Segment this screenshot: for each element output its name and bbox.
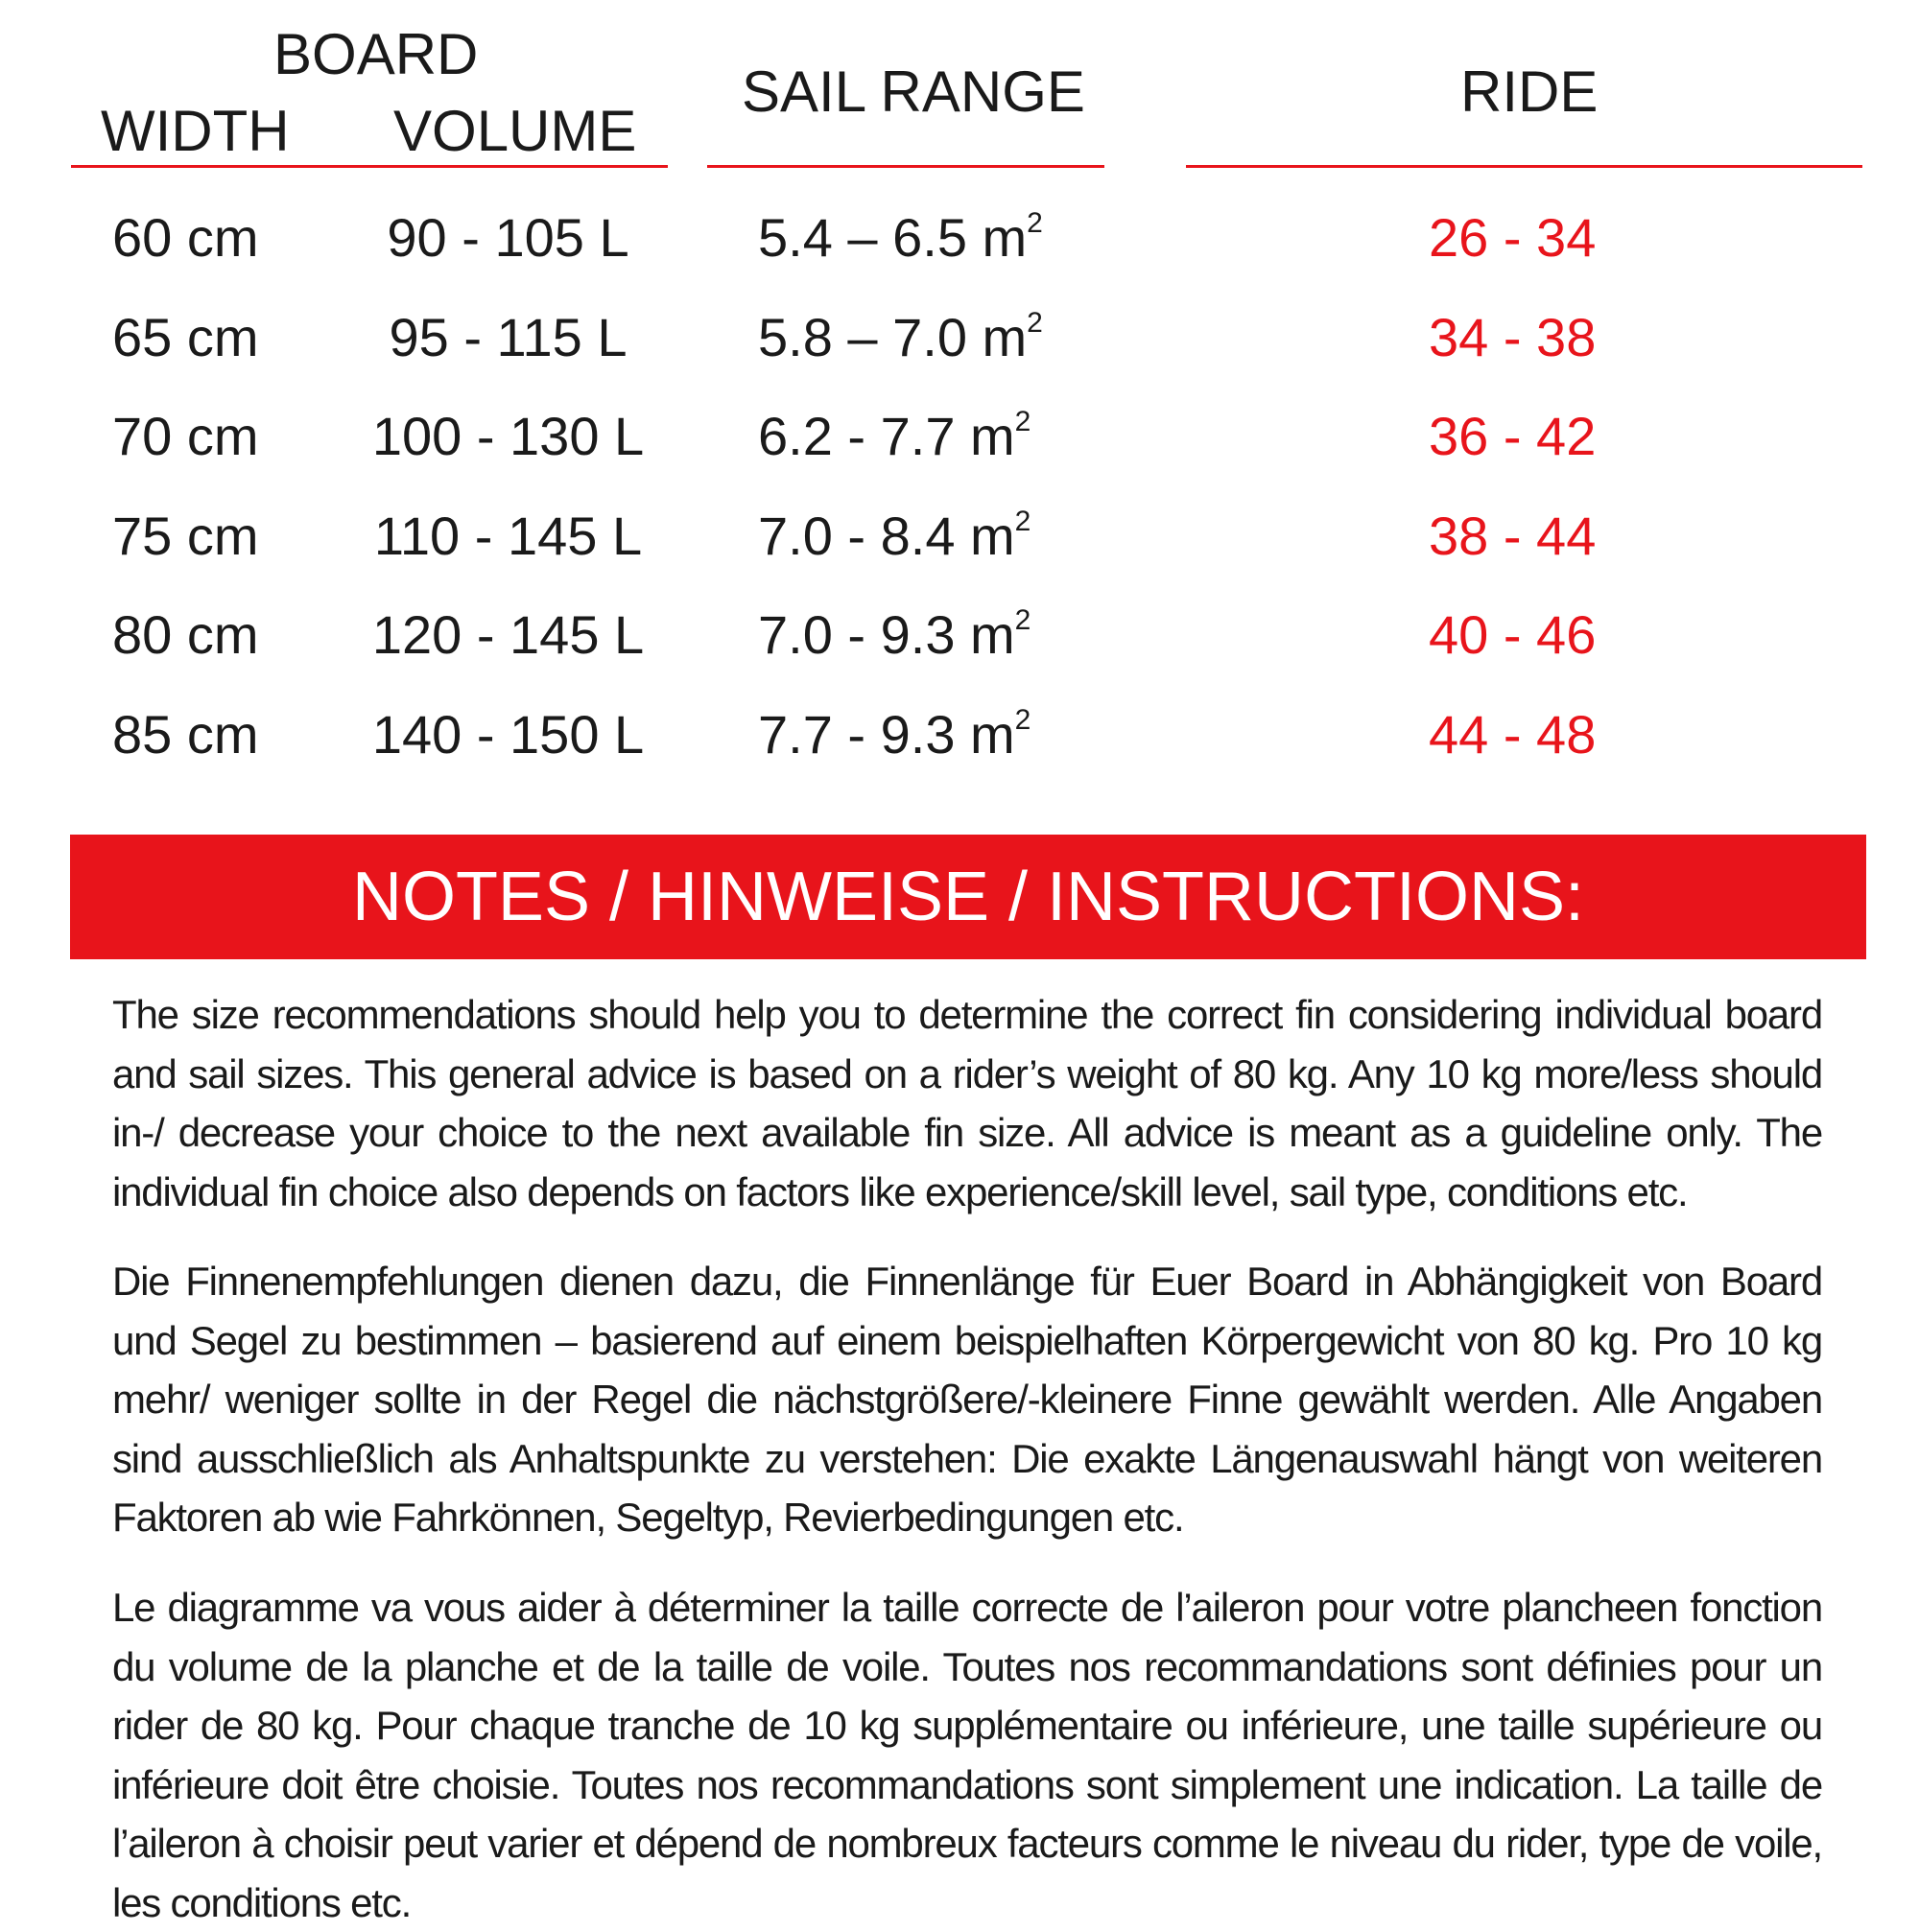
header-board: BOARD: [273, 22, 479, 86]
sail-range-value: 7.0 - 9.3 m: [758, 604, 1015, 666]
table-row: [0, 505, 1919, 609]
unit-exponent: 2: [1014, 406, 1031, 438]
sail-header-divider: [707, 165, 1104, 168]
table-row: [0, 406, 1919, 509]
cell-width: 80 cm: [112, 604, 259, 666]
unit-exponent: 2: [1027, 207, 1043, 239]
cell-volume: 110 - 145 L: [373, 505, 643, 566]
cell-ride: 36 - 42: [1429, 406, 1597, 467]
cell-volume: 120 - 145 L: [371, 604, 645, 666]
cell-ride: 38 - 44: [1429, 505, 1597, 566]
cell-volume: 140 - 150 L: [371, 703, 645, 765]
cell-width: 75 cm: [112, 505, 259, 566]
sail-range-value: 7.7 - 9.3 m: [758, 703, 1015, 765]
board-header-divider: [71, 165, 668, 168]
notes-german: Die Finnenempfehlungen dienen dazu, die Finnenlänge für Euer Board in Abhängigkeit von Board und Segel zu bestimmen – basierend auf einem beispielhaften Körpergewicht von 80 kg. Pro 10 kg mehr/ weniger sollte in der Regel die nächstgrößere/-kleinere Finne gewählt werden. Alle Angaben sind ausschließlich als Anhaltspunkte zu verstehen: Die exakte Längenauswahl hängt von weiteren Faktoren ab wie Fahrkönnen, Segeltyp, Revierbedingungen etc.: [112, 1259, 1822, 1540]
cell-volume: 90 - 105 L: [387, 207, 629, 268]
unit-exponent: 2: [1014, 505, 1031, 537]
cell-sail-range: [758, 505, 1031, 566]
table-body: [0, 207, 1919, 808]
header-width: WIDTH: [101, 99, 290, 163]
header-ride: RIDE: [1460, 59, 1599, 124]
cell-ride: 44 - 48: [1429, 703, 1597, 765]
table-row: [0, 306, 1919, 411]
cell-volume: 100 - 130 L: [371, 406, 645, 467]
unit-exponent: 2: [1027, 306, 1043, 339]
cell-width: 70 cm: [112, 406, 259, 467]
header-sail-range: SAIL RANGE: [742, 59, 1085, 124]
table-row: [0, 604, 1919, 708]
unit-exponent: 2: [1014, 604, 1031, 637]
cell-volume: 95 - 115 L: [389, 306, 628, 367]
sail-range-value: 5.4 – 6.5 m: [758, 207, 1028, 268]
notes-english: The size recommendations should help you to determine the correct fin considering individual board and sail sizes. This general advice is based on a rider’s weight of 80 kg. Any 10 kg more/less should in-/ decrease your choice to the next available fin size. All advice is meant as a guideline only. The individual fin choice also depends on factors like experience/skill level, sail type, conditions etc.: [112, 992, 1822, 1214]
ride-header-divider: [1186, 165, 1862, 168]
cell-width: 60 cm: [112, 207, 259, 268]
cell-sail-range: [758, 207, 1043, 268]
cell-ride: 26 - 34: [1429, 207, 1597, 268]
table-row: [0, 207, 1919, 311]
cell-sail-range: [758, 306, 1043, 367]
header-volume: VOLUME: [393, 99, 637, 163]
cell-sail-range: [758, 604, 1031, 666]
notes-banner: NOTES / HINWEISE / INSTRUCTIONS:: [70, 835, 1866, 959]
sail-range-value: 7.0 - 8.4 m: [758, 505, 1015, 566]
unit-exponent: 2: [1014, 703, 1031, 736]
cell-ride: 34 - 38: [1429, 306, 1597, 367]
cell-sail-range: [758, 703, 1031, 765]
cell-width: 65 cm: [112, 306, 259, 367]
notes-french: Le diagramme va vous aider à déterminer la taille correcte de l’aileron pour votre plancheen fonction du volume de la planche et de la taille de voile. Toutes nos recommandations sont définies pour un rider de 80 kg. Pour chaque tranche de 10 kg supplémentaire ou inférieure, une taille supérieure ou inférieure doit être choisie. Toutes nos recommandations sont simplement une indication. La taille de l’aileron à choisir peut varier et dépend de nombreux facteurs comme le niveau du rider, type de voile, les conditions etc.: [112, 1585, 1822, 1925]
table-row: [0, 703, 1919, 808]
sail-range-value: 5.8 – 7.0 m: [758, 306, 1028, 367]
cell-ride: 40 - 46: [1429, 604, 1597, 666]
cell-width: 85 cm: [112, 703, 259, 765]
cell-sail-range: [758, 406, 1031, 467]
sail-range-value: 6.2 - 7.7 m: [758, 406, 1015, 467]
